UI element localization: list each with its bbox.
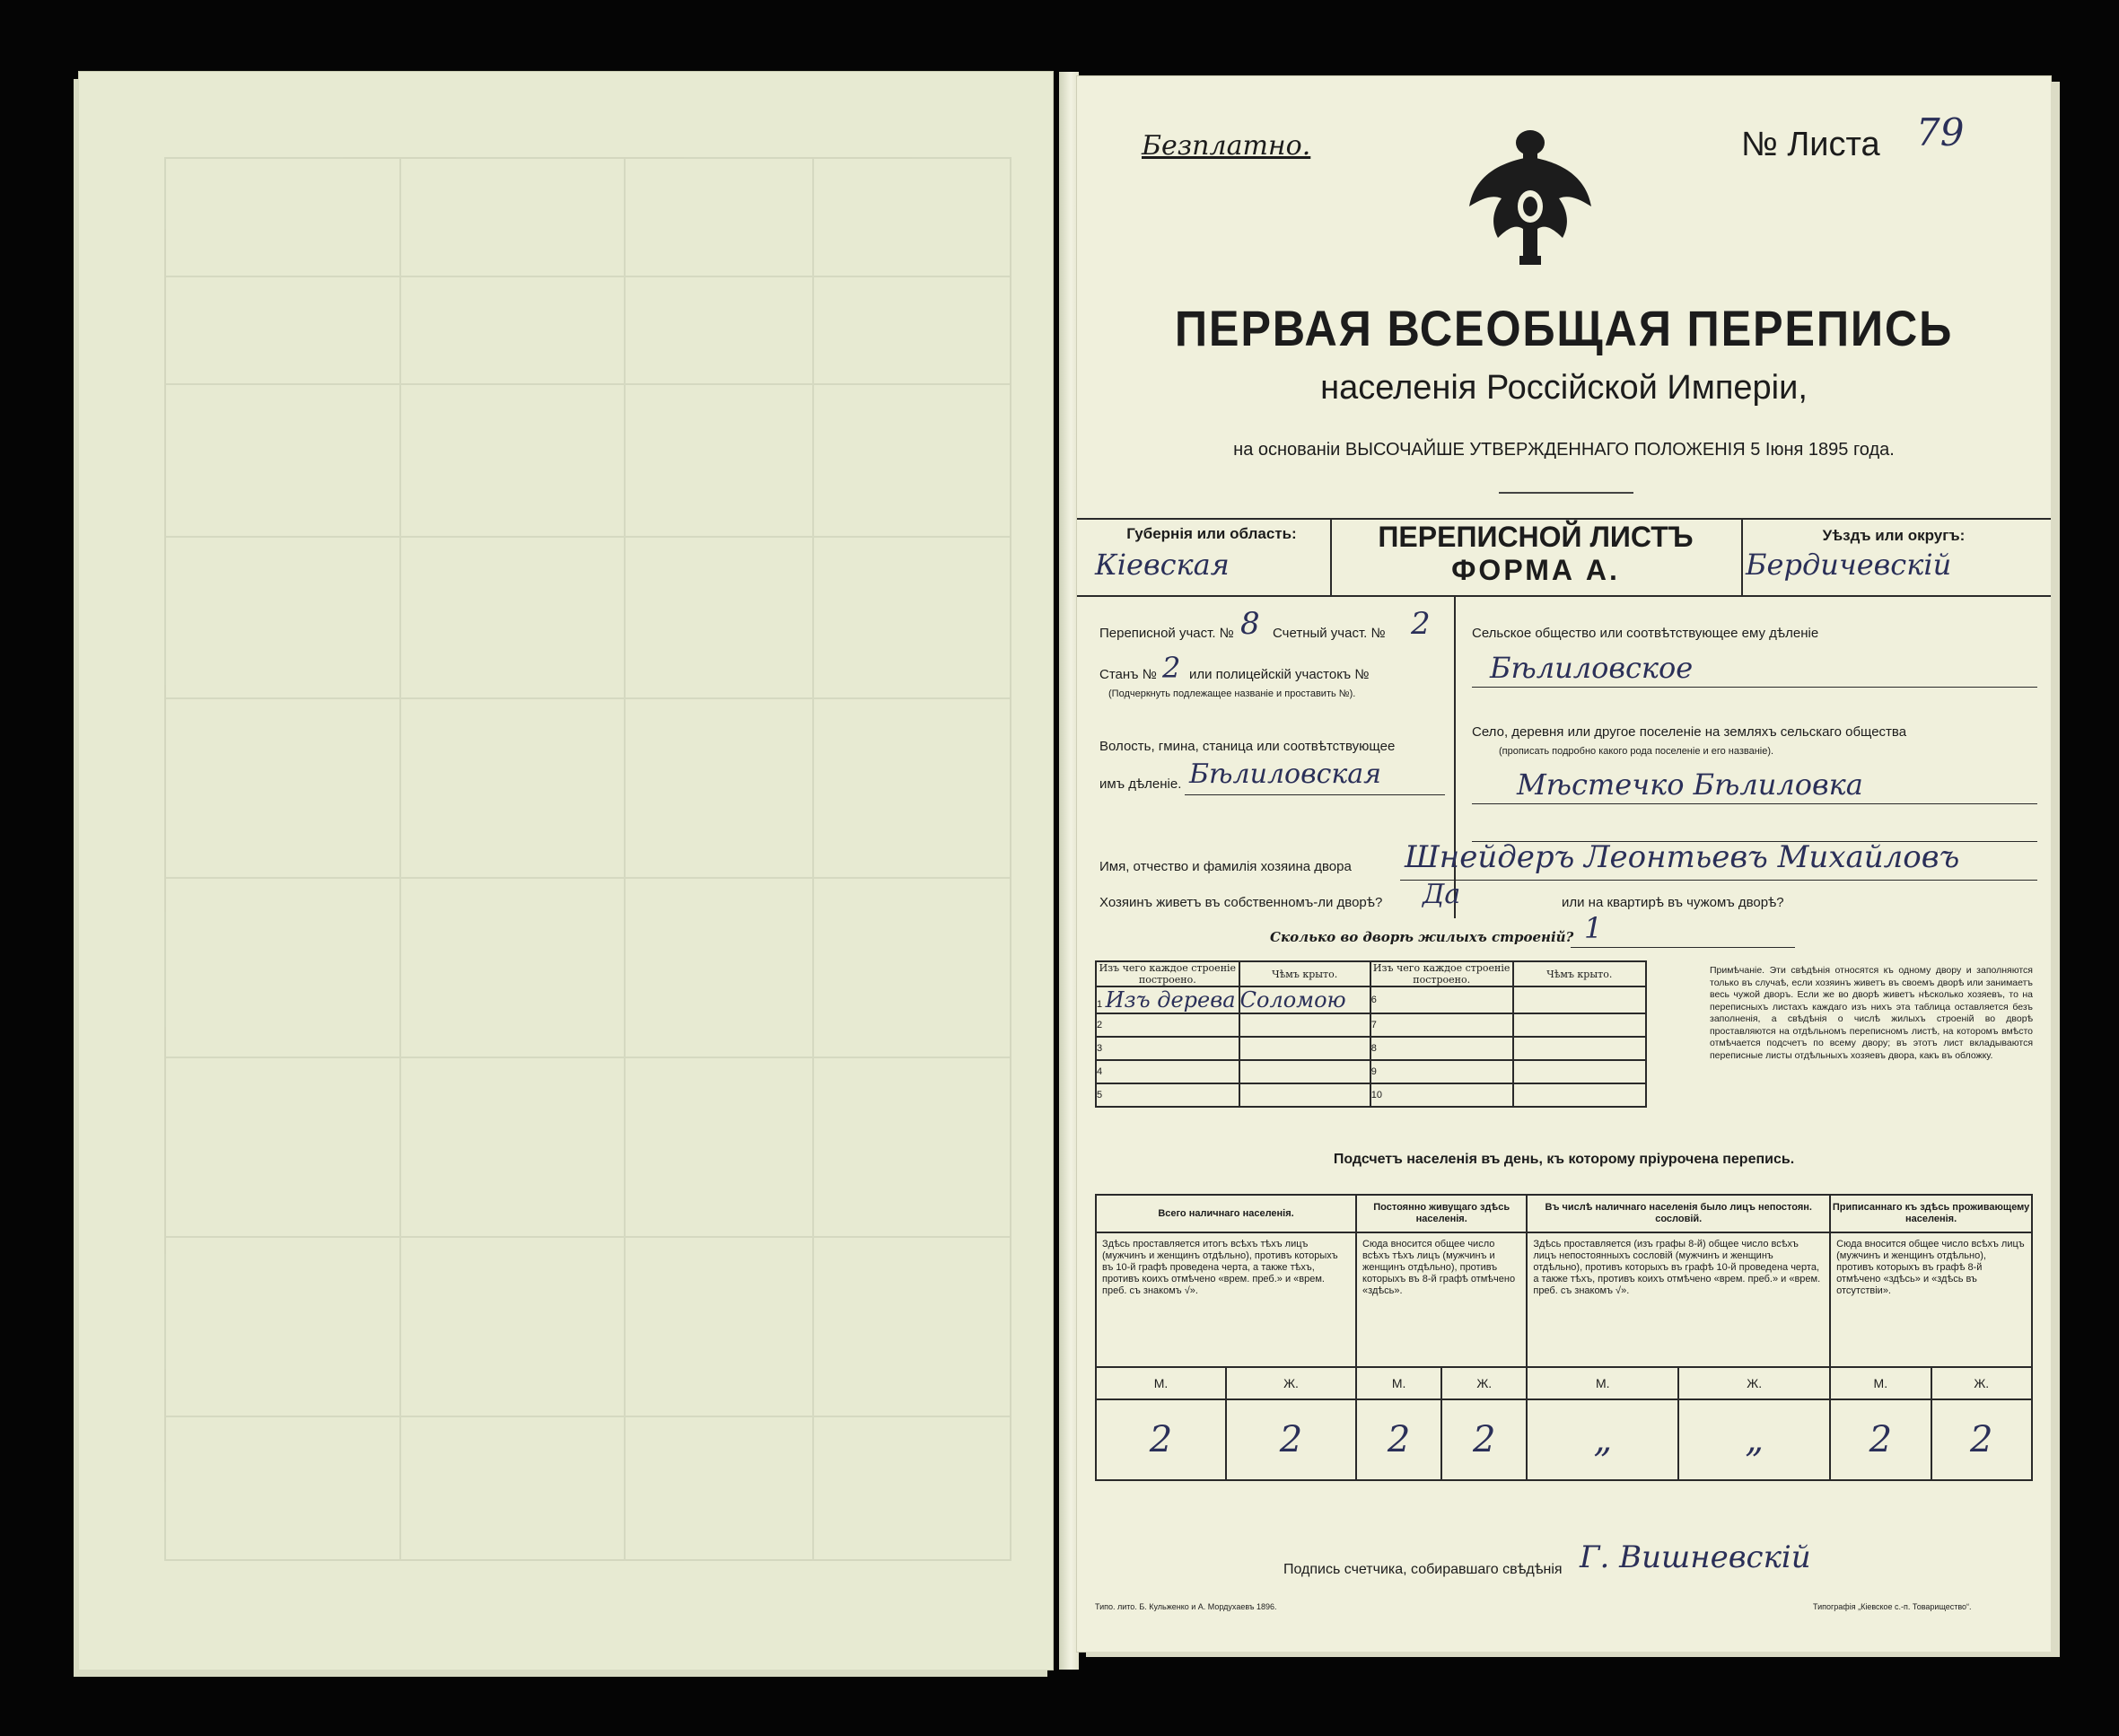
camp-note: (Подчеркнуть подлежащее названіе и проставить №).	[1108, 688, 1356, 699]
summary-description: Сюда вносится общее число всѣхъ лицъ (мужчинъ и женщинъ отдѣльно), противъ которыхъ въ графѣ 8-й отмѣчено «здѣсь» и «здѣсь въ отсутствіи».	[1830, 1232, 2032, 1367]
book-spine	[1059, 72, 1079, 1670]
volost-label-2: имъ дѣленіе.	[1099, 776, 1182, 792]
summary-header: Постоянно живущаго здѣсь населенія.	[1356, 1195, 1527, 1232]
building-material: Изъ дерева	[1105, 987, 1236, 1013]
province-value: Кіевская	[1095, 548, 1230, 582]
sex-label: Ж.	[1931, 1367, 2032, 1399]
volost-label: Волость, гмина, станица или соотвѣтствующее	[1099, 739, 1396, 754]
ghost-vline	[399, 159, 401, 1559]
summary-header: Въ числѣ наличнаго населенія было лицъ непостоян. сословій.	[1527, 1195, 1830, 1232]
lives-label-rest: или на квартирѣ въ чужомъ дворѣ?	[1562, 895, 1784, 910]
census-form-page	[1077, 76, 2051, 1652]
sex-label: М.	[1356, 1367, 1441, 1399]
summary-description: Здѣсь проставляется (изъ графы 8-й) общее число всѣхъ лицъ непостоянныхъ сословій (мужчинъ и женщинъ отдѣльно), противъ которыхъ въ графѣ 10-й проведена черта, а также тѣхъ, противъ коихъ отмѣчено «врем. преб.» и «врем. преб. съ знакомъ √».	[1527, 1232, 1830, 1367]
summary-description: Сюда вносится общее число всѣхъ тѣхъ лицъ (мужчинъ и женщинъ отдѣльно), противъ которыхъ въ 8-й графѣ отмѣчено «здѣсь».	[1356, 1232, 1527, 1367]
village-label: Село, деревня или другое поселеніе на земляхъ сельскаго общества	[1472, 724, 1907, 740]
sex-label: Ж.	[1678, 1367, 1830, 1399]
summary-title: Подсчетъ населенія въ день, къ которому пріурочена перепись.	[1333, 1152, 1795, 1167]
volost-value: Бѣлиловская	[1189, 758, 1382, 790]
ghost-line	[166, 383, 1010, 385]
count-value: 2	[1441, 1399, 1527, 1480]
sheet-number-value: 79	[1916, 110, 1965, 154]
sex-label: М.	[1830, 1367, 1931, 1399]
lives-value: Да	[1423, 879, 1461, 910]
lives-label: Хозяинъ живетъ въ собственномъ-ли дворѣ?	[1099, 895, 1383, 910]
census-area-label: Переписной участ. №	[1099, 626, 1234, 641]
building-roof: Соломою	[1239, 987, 1346, 1013]
owner-label: Имя, отчество и фамилія хозяина двора	[1099, 859, 1352, 874]
summary-header: Всего наличнаго населенія.	[1096, 1195, 1356, 1232]
ghost-line	[166, 1236, 1010, 1238]
buildings-note: Примѣчаніе. Эти свѣдѣнія относятся къ одному двору и заполняются только въ случаѣ, если хозяинъ живетъ въ своемъ дворѣ или занимаетъ весь чужой дворъ. Если же во дворѣ живетъ нѣсколько хозяевъ, то на переписныхъ листахъ каждаго изъ нихъ эта таблица оставляется безъ заполненія, а свѣдѣнія о числѣ жилыхъ строеній во дворѣ проставляются на отдѣльномъ переписномъ листѣ, на которомъ вмѣсто отмѣчается подсчетъ по всему двору; въ этотъ лист вкладываются переписные листы отдѣльныхъ хозяевъ двора, какъ въ обложку.	[1710, 965, 2033, 1061]
signature-value: Г. Вишневскій	[1580, 1539, 1811, 1575]
ghost-vline	[812, 159, 814, 1559]
count-value: 2	[1356, 1399, 1441, 1480]
society-label: Сельское общество или соотвѣтствующее ему дѣленіе	[1472, 626, 1819, 641]
printer-mark-left: Типо. лито. Б. Кульженко и А. Мордухаевъ 1896.	[1095, 1602, 1277, 1611]
census-title: ПЕРВАЯ ВСЕОБЩАЯ ПЕРЕПИСЬ	[1174, 300, 1954, 356]
village-note: (прописать подробно какого рода поселеніе и его названіе).	[1499, 746, 1774, 757]
count-value: 2	[1096, 1399, 1226, 1480]
count-value: „	[1678, 1399, 1830, 1480]
ornament-divider	[1499, 492, 1633, 494]
ghost-line	[166, 1416, 1010, 1417]
camp-value: 2	[1162, 651, 1181, 685]
table-row: 4 9	[1096, 1060, 1646, 1083]
census-subtitle: населенія Россійской Имперіи,	[1320, 369, 1808, 407]
owner-value: Шнейдеръ Леонтьевъ Михайловъ	[1405, 839, 1960, 875]
buildings-table	[1095, 960, 1647, 1108]
district-value: Бердичевскій	[1746, 548, 1952, 582]
summary-description: Здѣсь проставляется итогъ всѣхъ тѣхъ лицъ (мужчинъ и женщинъ отдѣльно), противъ которыхъ въ 10-й графѣ проведена черта, а также тѣхъ, противъ коихъ отмѣчено «врем. преб.» и «врем. преб. съ знакомъ √».	[1096, 1232, 1356, 1367]
col-made-right: Изъ чего каждое строеніе построено.	[1370, 961, 1513, 986]
ghost-line	[166, 536, 1010, 538]
bleed-through-form	[164, 157, 1011, 1561]
province-label: Губернія или область:	[1126, 525, 1297, 542]
buildings-value: 1	[1584, 911, 1603, 945]
count-value: 2	[1830, 1399, 1931, 1480]
col-made-left: Изъ чего каждое строеніе построено.	[1096, 961, 1239, 986]
ghost-line	[166, 697, 1010, 699]
ghost-line	[166, 877, 1010, 879]
sex-label: М.	[1527, 1367, 1678, 1399]
buildings-label: Сколько во дворѣ жилыхъ строеній?	[1270, 929, 1574, 945]
ghost-line	[166, 1057, 1010, 1058]
sheet-number-label: № Листа	[1741, 126, 1880, 163]
count-value: 2	[1226, 1399, 1356, 1480]
census-area-value: 8	[1240, 606, 1260, 642]
table-row: 5 10	[1096, 1083, 1646, 1107]
left-page	[79, 72, 1053, 1670]
table-row: 1 Изъ дерева Соломою 6	[1096, 986, 1646, 1013]
summary-header: Приписаннаго къ здѣсь проживающему населенія.	[1830, 1195, 2032, 1232]
table-row: 2 7	[1096, 1013, 1646, 1037]
counting-area-value: 2	[1411, 606, 1431, 642]
camp-label: Станъ №	[1099, 667, 1157, 682]
population-summary-table	[1095, 1194, 2033, 1481]
ghost-vline	[624, 159, 626, 1559]
sex-label: Ж.	[1226, 1367, 1356, 1399]
col-roof-right: Чѣмъ крыто.	[1513, 961, 1646, 986]
sheet-title: ПЕРЕПИСНОЙ ЛИСТЪ	[1378, 521, 1694, 553]
sex-label: М.	[1096, 1367, 1226, 1399]
district-label: Уѣздъ или округъ:	[1822, 527, 1966, 544]
free-label: Безплатно.	[1142, 130, 1311, 162]
table-row: 3 8	[1096, 1037, 1646, 1060]
printer-mark-right: Типографія „Кіевское с.-п. Товарищество“.	[1813, 1602, 1972, 1611]
count-value: „	[1527, 1399, 1678, 1480]
double-headed-eagle-emblem	[1466, 121, 1596, 269]
count-value: 2	[1931, 1399, 2032, 1480]
col-roof-left: Чѣмъ крыто.	[1239, 961, 1370, 986]
camp-label-rest: или полицейскій участокъ №	[1189, 667, 1370, 682]
sex-label: Ж.	[1441, 1367, 1527, 1399]
signature-label: Подпись счетчика, собиравшаго свѣдѣнія	[1283, 1562, 1563, 1577]
counting-area-label: Счетный участ. №	[1273, 626, 1386, 641]
form-name: ФОРМА А.	[1451, 554, 1620, 586]
ghost-line	[166, 276, 1010, 277]
census-basis: на основаніи ВЫСОЧАЙШЕ УТВЕРЖДЕННАГО ПОЛОЖЕНІЯ 5 Іюня 1895 года.	[1233, 440, 1895, 460]
village-value: Мѣстечко Бѣлиловка	[1517, 767, 1863, 802]
society-value: Бѣлиловское	[1490, 651, 1694, 685]
